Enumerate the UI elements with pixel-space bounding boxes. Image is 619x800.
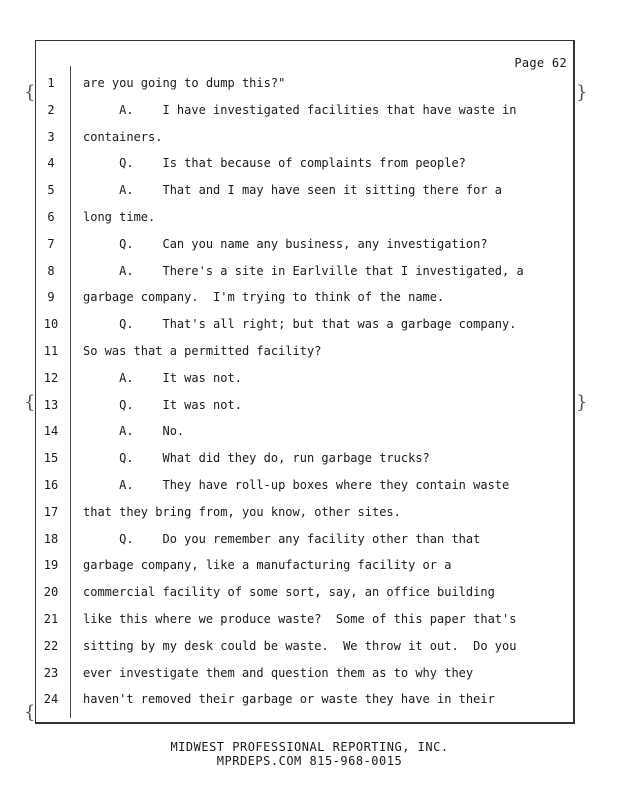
line-text: are you going to dump this?" xyxy=(83,76,286,90)
line-number: 7 xyxy=(47,236,55,251)
line-text: sitting by my desk could be waste. We throw it out. Do you xyxy=(83,638,517,653)
line-text: A. There's a site in Earlville that I investigated, a xyxy=(83,263,524,278)
line-number: 15 xyxy=(43,451,59,466)
line-number: 18 xyxy=(43,531,59,546)
line-number: 13 xyxy=(43,397,59,412)
line-number: 8 xyxy=(47,263,55,278)
line-number: 2 xyxy=(47,102,55,117)
line-number: 4 xyxy=(47,156,55,171)
line-text: A. I have investigated facilities that have waste in xyxy=(83,102,517,117)
line-number: 12 xyxy=(43,370,59,385)
line-number: 9 xyxy=(47,290,55,305)
reporter-footer xyxy=(0,740,619,768)
line-number: 6 xyxy=(47,210,55,224)
line-text: A. They have roll-up boxes where they contain waste xyxy=(83,478,510,492)
line-text: Q. Can you name any business, any investigation? xyxy=(83,236,488,251)
line-text: A. No. xyxy=(83,424,185,439)
line-number: 14 xyxy=(43,424,59,439)
line-text: that they bring from, you know, other sites. xyxy=(83,504,401,519)
line-text: long time. xyxy=(83,210,156,224)
line-text: like this where we produce waste? Some of this paper that's xyxy=(83,612,517,626)
line-text: So was that a permitted facility? xyxy=(83,344,322,358)
line-number: 10 xyxy=(43,317,59,332)
line-number: 19 xyxy=(43,558,59,573)
line-text: Q. Do you remember any facility other than that xyxy=(83,531,481,546)
line-number: 17 xyxy=(43,504,59,519)
line-text: Q. What did they do, run garbage trucks? xyxy=(83,451,430,466)
line-text: garbage company, like a manufacturing facility or a xyxy=(83,558,452,573)
line-text: containers. xyxy=(83,129,163,144)
line-number: 3 xyxy=(47,129,55,144)
line-text: ever investigate them and question them as to why they xyxy=(83,665,474,680)
line-number: 21 xyxy=(43,612,59,626)
page-number: Page 62 xyxy=(514,56,567,70)
right-brace-mark-middle: } xyxy=(576,392,588,413)
line-number: 23 xyxy=(43,665,59,680)
line-text: Q. It was not. xyxy=(83,397,242,412)
line-text: Q. Is that because of complaints from people? xyxy=(83,156,466,171)
line-text: commercial facility of some sort, say, an office building xyxy=(83,585,495,600)
line-number: 11 xyxy=(43,344,59,358)
line-text: A. That and I may have seen it sitting there for a xyxy=(83,183,503,198)
line-text: Q. That's all right; but that was a garbage company. xyxy=(83,317,517,332)
right-brace-mark-top: } xyxy=(576,82,588,103)
left-brace-mark-top: { xyxy=(24,82,36,103)
line-number: 16 xyxy=(43,478,59,492)
left-brace-mark-bottom: { xyxy=(24,702,36,723)
line-number: 24 xyxy=(43,692,59,707)
line-text: A. It was not. xyxy=(83,370,242,385)
line-text: haven't removed their garbage or waste they have in their xyxy=(83,692,495,707)
footer-contact-line: MPRDEPS.COM 815-968-0015 xyxy=(216,754,403,768)
line-number: 5 xyxy=(47,183,55,198)
left-brace-mark-middle: { xyxy=(24,392,36,413)
line-number: 1 xyxy=(47,76,55,90)
line-number: 20 xyxy=(43,585,59,600)
footer-company-name: MIDWEST PROFESSIONAL REPORTING, INC. xyxy=(170,740,449,754)
line-number: 22 xyxy=(43,638,59,653)
line-text: garbage company. I'm trying to think of the name. xyxy=(83,290,445,305)
